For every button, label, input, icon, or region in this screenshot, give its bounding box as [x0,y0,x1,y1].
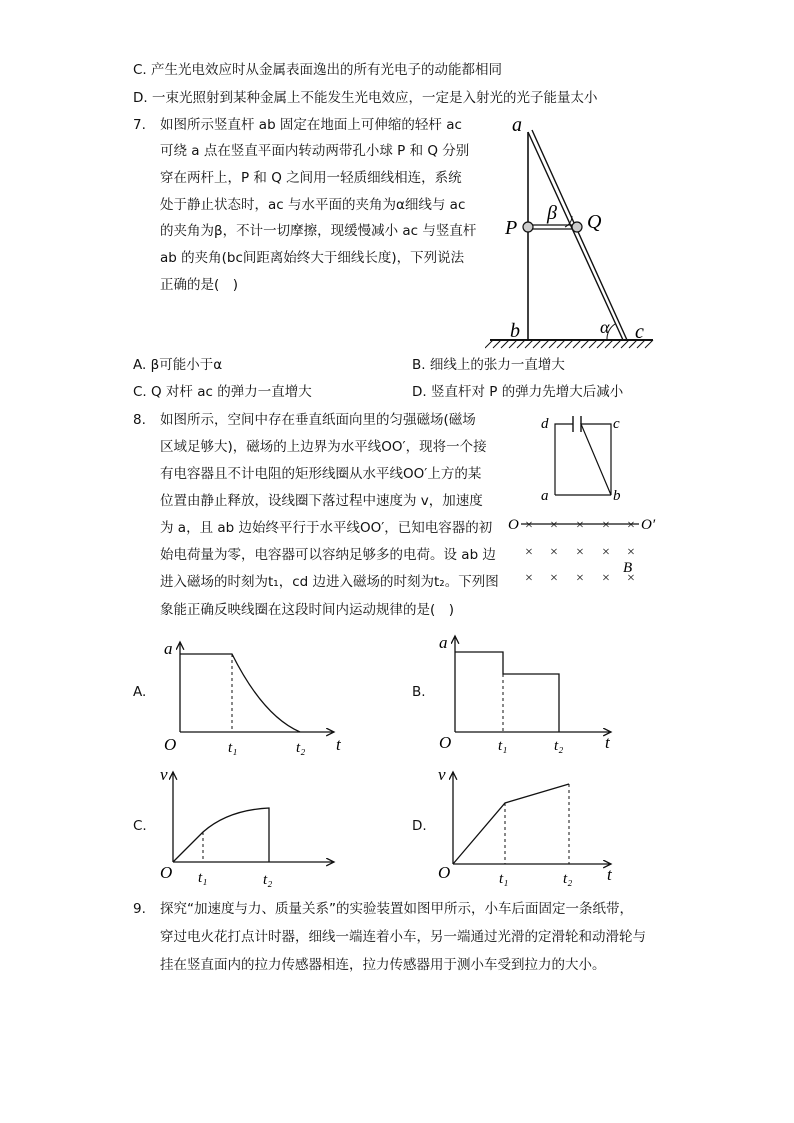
q7-line: 处于静止状态时，ac 与水平面的夹角为α细线与 ac [160,197,466,213]
curve [453,784,569,864]
q8-line: 有电容器且不计电阻的矩形线圈从水平线OO′上方的某 [160,466,482,482]
label-a: a [512,114,522,136]
svg-text:×: × [576,571,584,586]
label-q: Q [587,211,602,233]
t2-label: t₂ [263,872,273,888]
step-line [455,652,559,732]
label-b: b [510,320,520,342]
magnetic-field-crosses [525,518,635,586]
coil-loop [555,424,611,495]
q7-line: 可绕 a 点在竖直平面内转动两带孔小球 P 和 Q 分别 [160,143,470,159]
svg-text:×: × [525,518,533,533]
label-b: b [613,488,621,504]
q7-option-c: C. Q 对杆 ac 的弹力一直增大 [133,384,312,400]
q8-line: 进入磁场的时刻为t₁，cd 边进入磁场的时刻为t₂。下列图 [160,574,499,590]
axis-y-label: a [164,639,173,658]
svg-text:×: × [576,518,584,533]
svg-text:×: × [525,545,533,560]
graph-b [435,630,635,756]
svg-text:×: × [576,545,584,560]
graph-d-label: D. [412,818,427,834]
q7-line: 穿在两杆上，P 和 Q 之间用一轻质细线相连，系统 [160,170,462,186]
q8-number: 8. [133,412,146,428]
q9-line: 挂在竖直面内的拉力传感器相连，拉力传感器用于测小车受到拉力的大小。 [160,957,606,973]
q8-figure [505,410,670,590]
origin-label: O [160,863,173,882]
svg-text:×: × [550,545,558,560]
label-o-prime: O′ [641,517,656,533]
t1-label: t₁ [198,870,208,886]
origin-label: O [439,733,452,752]
svg-text:×: × [602,571,610,586]
rod-ac-1 [528,132,623,340]
label-d: d [541,416,549,432]
label-beta: β [547,202,557,224]
axis-y-label: v [160,766,168,784]
q9-number: 9. [133,901,146,917]
q7-line: ab 的夹角(bc间距离始终大于细线长度)，下列说法 [160,250,465,266]
label-B: B [623,560,633,576]
label-p: P [505,217,518,239]
svg-text:×: × [627,545,635,560]
q7-option-d: D. 竖直杆对 P 的弹力先增大后减小 [412,384,624,400]
graph-a [158,636,358,756]
axis-x-label: t [605,733,610,752]
label-o: O [508,517,519,533]
axis-y-label: v [438,766,446,784]
origin-label: O [164,735,177,754]
graph-b-label: B. [412,684,426,700]
ball-p [523,222,533,232]
q7-line: 的夹角为β，不计一切摩擦，现缓慢减小 ac 与竖直杆 [160,223,477,239]
q7-line: 如图所示竖直杆 ab 固定在地面上可伸缩的轻杆 ac [160,117,462,133]
label-c: c [613,416,620,432]
q7-number: 7. [133,117,146,133]
q8-line: 始电荷量为零，电容器可以容纳足够多的电荷。设 ab 边 [160,547,496,563]
rod-ac-2 [532,130,627,340]
label-c: c [635,321,644,343]
q9-line: 探究“加速度与力、质量关系”的实验装置如图甲所示，小车后面固定一条纸带， [160,901,633,917]
q7-option-a: A. β可能小于α [133,357,223,373]
t1-label: t₁ [498,738,508,754]
svg-text:×: × [550,571,558,586]
q6-option-c: C. 产生光电效应时从金属表面逸出的所有光电子的动能都相同 [133,62,503,78]
graph-c-label: C. [133,818,147,834]
ball-q [572,222,582,232]
axis-x-label: t [336,735,341,754]
curve [180,654,300,732]
t2-label: t₂ [296,740,306,756]
svg-text:×: × [602,545,610,560]
svg-text:×: × [550,518,558,533]
q8-line: 为 a，且 ab 边始终平行于水平线OO′，已知电容器的初 [160,520,493,536]
t1-label: t₁ [228,740,238,756]
q8-line: 象能正确反映线圈在这段时间内运动规律的是( ) [160,602,455,618]
origin-label: O [438,863,451,882]
svg-text:×: × [525,571,533,586]
axis-x-label: t [607,865,612,884]
curve [173,808,269,862]
t1-label: t₁ [499,871,509,887]
graph-d [435,766,635,890]
q8-line: 区域足够大)，磁场的上边界为水平线OO′，现将一个接 [160,439,487,455]
graph-c [158,766,358,890]
q6-option-d: D. 一束光照射到某种金属上不能发生光电效应，一定是入射光的光子能量太小 [133,90,598,106]
label-alpha: α [600,317,610,337]
svg-text:×: × [627,571,635,586]
q7-option-b: B. 细线上的张力一直增大 [412,357,565,373]
t2-label: t₂ [563,871,573,887]
q8-line: 位置由静止释放，设线圈下落过程中速度为 v，加速度 [160,493,483,509]
axis-y-label: a [439,633,448,652]
svg-text:×: × [602,518,610,533]
q7-line: 正确的是( ) [160,277,239,293]
q8-line: 如图所示，空间中存在垂直纸面向里的匀强磁场(磁场 [160,412,476,428]
svg-text:×: × [627,518,635,533]
label-a: a [541,488,549,504]
t2-label: t₂ [554,738,564,754]
q7-figure [485,112,665,357]
q9-line: 穿过电火花打点计时器，细线一端连着小车，另一端通过光滑的定滑轮和动滑轮与 [160,929,646,945]
graph-a-label: A. [133,684,147,700]
